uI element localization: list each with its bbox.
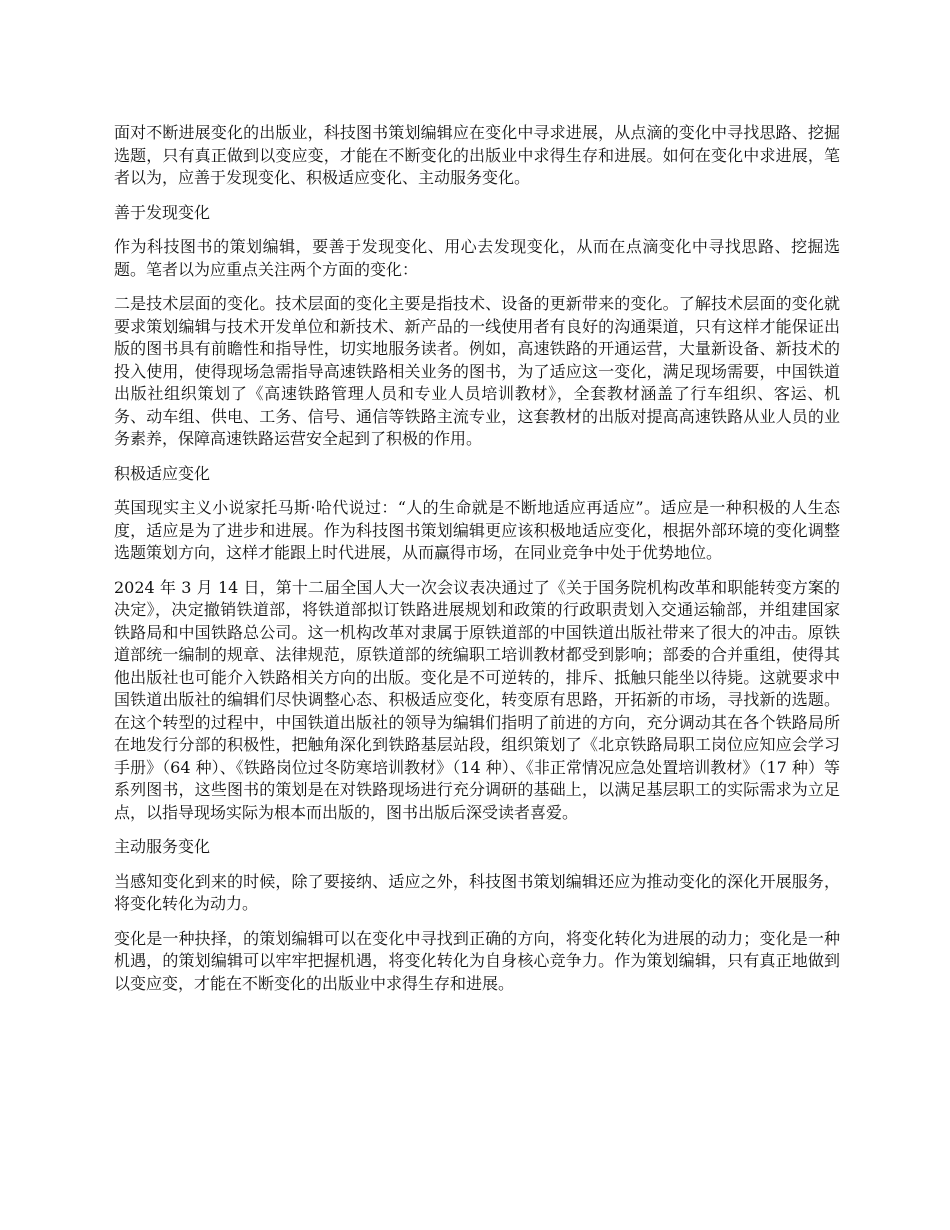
section-heading-adapt: 积极适应变化 <box>114 463 211 483</box>
paragraph: 变化是一种抉择，的策划编辑可以在变化中寻找到正确的方向，将变化转化为进展的动力；变化是一种机遇，的策划编辑可以牢牢把握机遇，将变化转化为自身核心竞争力。作为策划编辑，只有真正地做到以变应变，才能在不断变化的出版业中求得生存和进展。 <box>114 928 840 993</box>
paragraph: 英国现实主义小说家托马斯·哈代说过：“人的生命就是不断地适应再适应”。适应是一种积极的人生态度，适应是为了进步和进展。作为科技图书策划编辑更应该积极地适应变化，根据外部环境的变化调整选题策划方向，这样才能跟上时代进展，从而赢得市场，在同业竞争中处于优势地位。 <box>114 498 840 562</box>
document-body <box>114 122 840 1007</box>
paragraph: 作为科技图书的策划编辑，要善于发现变化、用心去发现变化，从而在点滴变化中寻找思路、挖掘选题。笔者以为应重点关注两个方面的变化： <box>114 237 840 279</box>
section-heading-discover: 善于发现变化 <box>114 202 211 222</box>
paragraph: 2024 年 3 月 14 日，第十二届全国人大一次会议表决通过了《关于国务院机构改革和职能转变方案的决定》，决定撤销铁道部，将铁道部拟订铁路进展规划和政策的行政职责划入交通运输部，并组建国家铁路局和中国铁路总公司。这一机构改革对隶属于原铁道部的中国铁道出版社带来了很大的冲击。原铁道部统一编制的规章、法律规范，原铁道部的统编职工培训教材都受到影响；部委的合并重组，使得其他出版社也可能介入铁路相关方向的出版。变化是不可逆转的，排斥、抵触只能坐以待毙。这就要求中国铁道出版社的编辑们尽快调整心态、积极适应变化，转变原有思路，开拓新的市场，寻找新的选题。在这个转型的过程中，中国铁道出版社的领导为编辑们指明了前进的方向，充分调动其在各个铁路局所在地发行分部的积极性，把触角深化到铁路基层站段，组织策划了《北京铁路局职工岗位应知应会学习手册》（64 种）、《铁路岗位过冬防寒培训教材》（14 种）、《非正常情况应急处置培训教材》（17 种）等系列图书，这些图书的策划是在对铁路现场进行充分调研的基础上，以满足基层职工的实际需求为立足点，以指导现场实际为根本而出版的，图书出版后深受读者喜爱。 <box>114 577 840 822</box>
paragraph: 二是技术层面的变化。技术层面的变化主要是指技术、设备的更新带来的变化。了解技术层面的变化就要求策划编辑与技术开发单位和新技术、新产品的一线使用者有良好的沟通渠道，只有这样才能保证出版的图书具有前瞻性和指导性，切实地服务读者。例如，高速铁路的开通运营，大量新设备、新技术的投入使用，使得现场急需指导高速铁路相关业务的图书，为了适应这一变化，满足现场需要，中国铁道出版社组织策划了《高速铁路管理人员和专业人员培训教材》，全套教材涵盖了行车组织、客运、机务、动车组、供电、工务、信号、通信等铁路主流专业，这套教材的出版对提高高速铁路从业人员的业务素养，保障高速铁路运营安全起到了积极的作用。 <box>114 294 840 448</box>
paragraph: 当感知变化到来的时候，除了要接纳、适应之外，科技图书策划编辑还应为推动变化的深化开展服务，将变化转化为动力。 <box>114 871 840 913</box>
section-heading-serve: 主动服务变化 <box>114 837 211 856</box>
intro-paragraph: 面对不断进展变化的出版业，科技图书策划编辑应在变化中寻求进展，从点滴的变化中寻找思路、挖掘选题，只有真正做到以变应变，才能在不断变化的出版业中求得生存和进展。如何在变化中求进展，笔者以为，应善于发现变化、积极适应变化、主动服务变化。 <box>114 123 840 187</box>
